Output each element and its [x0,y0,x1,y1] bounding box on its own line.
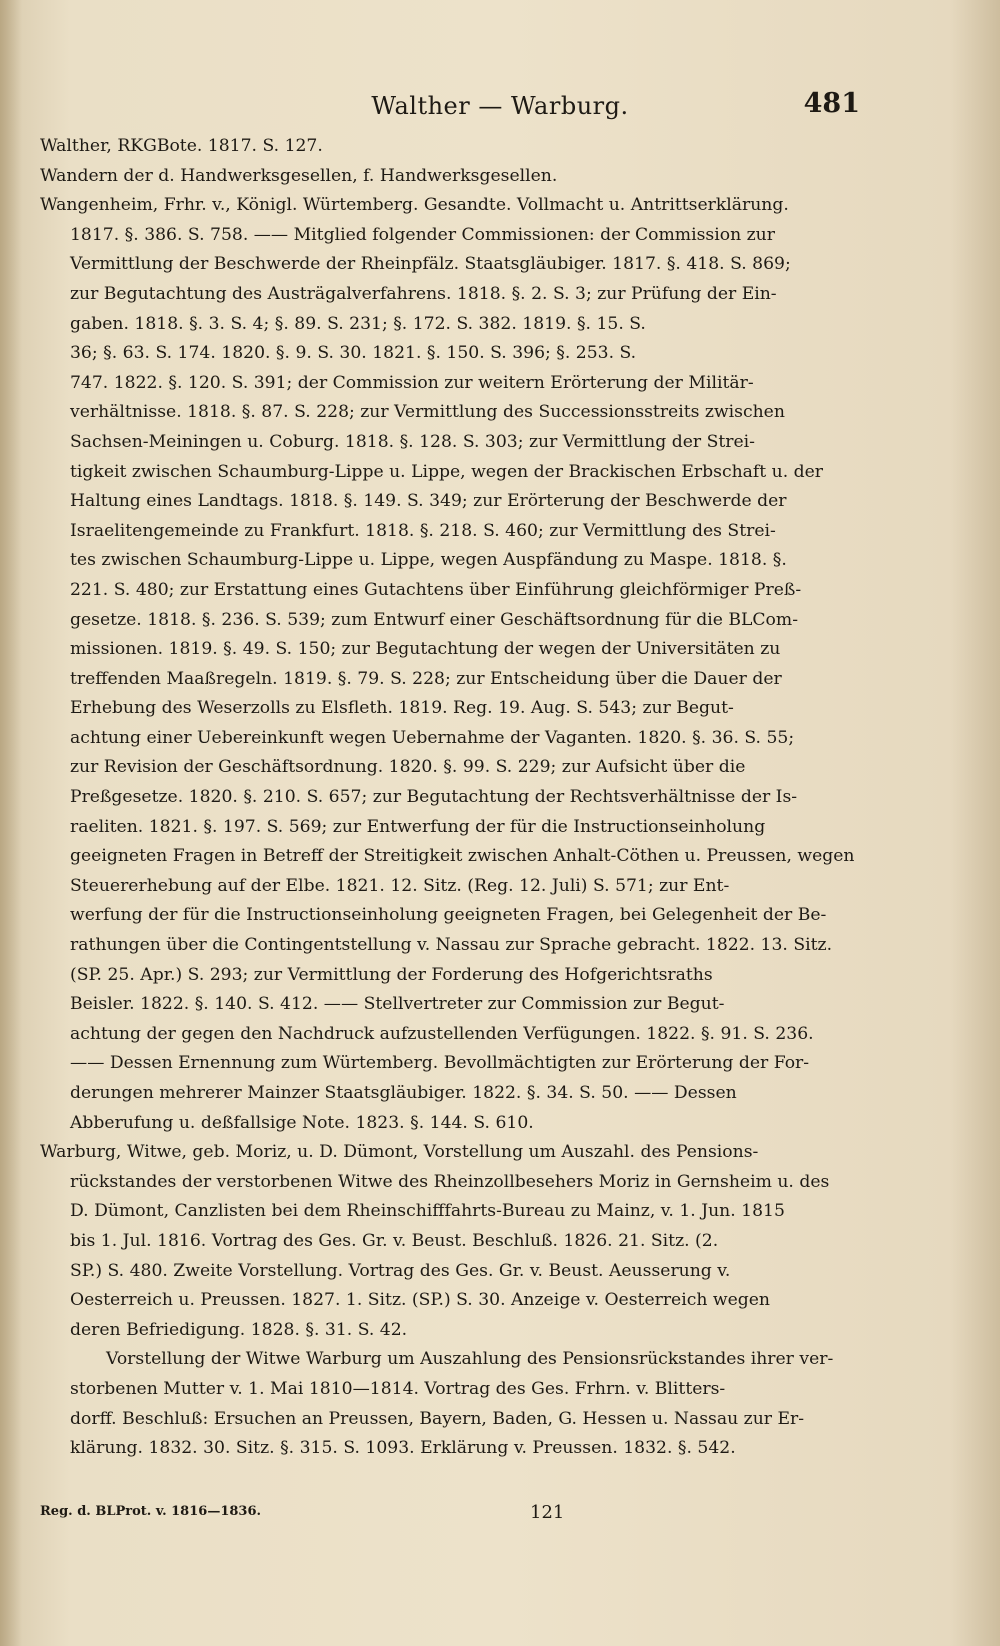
entry-walther: Walther, RKGBote. 1817. S. 127. [40,136,323,156]
entry-line: Vermittlung der Beschwerde der Rheinpfälz. Staatsgläubiger. 1817. §. 418. S. 869; [70,254,791,275]
entry-line: SP.) S. 480. Zweite Vorstellung. Vortrag des Ges. Gr. v. Beust. Aeusserung v. [70,1260,731,1281]
entry-line: geeigneten Fragen in Betreff der Streitigkeit zwischen Anhalt-Cöthen u. Preussen, wegen [70,846,855,867]
page-footer [40,1502,900,1530]
entry-line: Steuererhebung auf der Elbe. 1821. 12. Sitz. (Reg. 12. Juli) S. 571; zur Ent- [70,875,730,896]
entry-line: Beisler. 1822. §. 140. S. 412. —— Stellvertreter zur Commission zur Begut- [70,994,725,1015]
entry-line: Haltung eines Landtags. 1818. §. 149. S. 349; zur Erörterung der Beschwerde der [70,491,787,512]
entry-line: derungen mehrerer Mainzer Staatsgläubiger. 1822. §. 34. S. 50. —— Dessen [70,1083,737,1103]
entry-line: 36; §. 63. S. 174. 1820. §. 9. S. 30. 1821. §. 150. S. 396; §. 253. S. [70,343,637,364]
entry-line: (SP. 25. Apr.) S. 293; zur Vermittlung der Forderung des Hofgerichtsraths [70,964,713,985]
running-header [0,88,1000,128]
entry-line: —— Dessen Ernennung zum Würtemberg. Bevollmächtigten zur Erörterung der For- [70,1053,810,1074]
book-spine-shadow [0,0,22,1646]
entry-line: zur Begutachtung des Austrägalverfahrens. 1818. §. 2. S. 3; zur Prüfung der Ein- [70,283,777,304]
entry-line: missionen. 1819. §. 49. S. 150; zur Begutachtung der wegen der Universitäten zu [70,639,781,660]
entry-line: D. Dümont, Canzlisten bei dem Rheinschifffahrts-Bureau zu Mainz, v. 1. Jun. 1815 [70,1201,785,1222]
entry-line: 1817. §. 386. S. 758. —— Mitglied folgender Commissionen: der Commission zur [70,224,775,245]
entry-line: Preßgesetze. 1820. §. 210. S. 657; zur Begutachtung der Rechtsverhältnisse der Is- [70,787,798,808]
entry-line: raeliten. 1821. §. 197. S. 569; zur Entwerfung der für die Instructionseinholung [70,816,766,837]
entry-line: Erhebung des Weserzolls zu Elsfleth. 1819. Reg. 19. Aug. S. 543; zur Begut- [70,698,734,719]
entry-line: Oesterreich u. Preussen. 1827. 1. Sitz. (SP.) S. 30. Anzeige v. Oesterreich wegen [70,1290,771,1311]
entry-line: Sachsen-Meiningen u. Coburg. 1818. §. 128. S. 303; zur Vermittlung der Strei- [70,431,755,452]
entry-line: achtung einer Uebereinkunft wegen Uebernahme der Vaganten. 1820. §. 36. S. 55; [70,727,795,748]
entry-line: treffenden Maaßregeln. 1819. §. 79. S. 228; zur Entscheidung über die Dauer der [70,668,782,689]
entry-wangenheim: Wangenheim, Frhr. v., Königl. Würtemberg. Gesandte. Vollmacht u. Antrittserklärung. [40,195,789,216]
entry-line: achtung der gegen den Nachdruck aufzustellenden Verfügungen. 1822. §. 91. S. 236. [70,1023,814,1044]
entry-line: gaben. 1818. §. 3. S. 4; §. 89. S. 231; §. 172. S. 382. 1819. §. 15. S. [70,313,646,334]
entry-line: bis 1. Jul. 1816. Vortrag des Ges. Gr. v. Beust. Beschluß. 1826. 21. Sitz. (2. [70,1230,719,1251]
entry-line: tes zwischen Schaumburg-Lippe u. Lippe, wegen Auspfändung zu Maspe. 1818. §. [70,550,787,571]
entry-line: deren Befriedigung. 1828. §. 31. S. 42. [70,1319,408,1340]
entry-line: storbenen Mutter v. 1. Mai 1810—1814. Vortrag des Ges. Frhrn. v. Blitters- [70,1378,726,1399]
signature-mark: 121 [530,1502,565,1523]
entry-line: 747. 1822. §. 120. S. 391; der Commission zur weitern Erörterung der Militär- [70,372,754,393]
entry-line: werfung der für die Instructionseinholung geeigneten Fragen, bei Gelegenheit der Be- [70,905,827,926]
entry-line: tigkeit zwischen Schaumburg-Lippe u. Lippe, wegen der Brackischen Erbschaft u. der [70,461,824,482]
running-title: Walther — Warburg. [371,92,629,120]
entry-line: rathungen über die Contingentstellung v. Nassau zur Sprache gebracht. 1822. 13. Sitz. [70,935,833,956]
entry-line: rückstandes der verstorbenen Witwe des Rheinzollbesehers Moriz in Gernsheim u. des [70,1171,830,1192]
entry-warburg: Warburg, Witwe, geb. Moriz, u. D. Dümont, Vorstellung um Auszahl. des Pensions- [40,1142,759,1163]
entry-paragraph-start: Vorstellung der Witwe Warburg um Auszahlung des Pensionsrückstandes ihrer ver- [106,1349,834,1370]
index-entries [40,132,900,1464]
footer-source: Reg. d. BLProt. v. 1816—1836. [40,1504,262,1519]
entry-line: klärung. 1832. 30. Sitz. §. 315. S. 1093. Erklärung v. Preussen. 1832. §. 542. [70,1438,736,1459]
entry-line: verhältnisse. 1818. §. 87. S. 228; zur Vermittlung des Successionsstreits zwischen [70,402,785,423]
entry-line: gesetze. 1818. §. 236. S. 539; zum Entwurf einer Geschäftsordnung für die BLCom- [70,609,799,630]
entry-line: Abberufung u. deßfallsige Note. 1823. §. 144. S. 610. [70,1112,534,1133]
entry-line: 221. S. 480; zur Erstattung eines Gutachtens über Einführung gleichförmiger Preß- [70,579,802,600]
page-number: 481 [803,88,860,119]
entry-wandern: Wandern der d. Handwerksgesellen, f. Handwerksgesellen. [40,165,558,186]
entry-line: Israelitengemeinde zu Frankfurt. 1818. §. 218. S. 460; zur Vermittlung des Strei- [70,520,776,541]
entry-line: dorff. Beschluß: Ersuchen an Preussen, Bayern, Baden, G. Hessen u. Nassau zur Er- [70,1408,805,1429]
entry-line: zur Revision der Geschäftsordnung. 1820. §. 99. S. 229; zur Aufsicht über die [70,757,746,778]
